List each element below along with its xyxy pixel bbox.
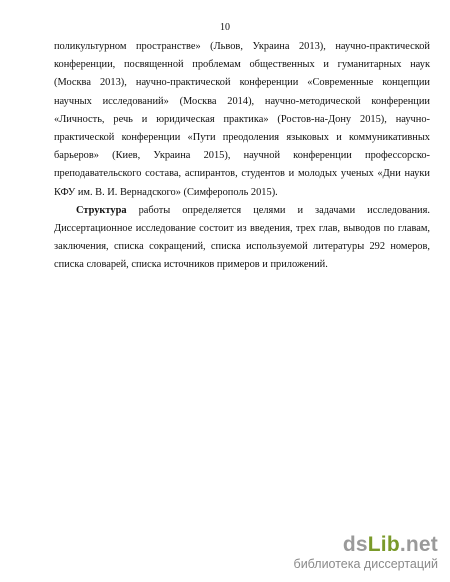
structure-paragraph-first-line — [54, 202, 430, 220]
watermark-caption: библиотека диссертаций — [293, 557, 438, 571]
text-line: «Личность, речь и юридическая практика» (Ростов-на-Дону 2015), научно- — [54, 113, 430, 125]
body-text — [54, 38, 430, 274]
page-number: 10 — [220, 22, 230, 33]
text-line: преподавательского состава, аспирантов, студентов и молодых ученых «Дни науки — [54, 168, 430, 180]
text-line: научных исследований» (Москва 2014), научно-методической конференции — [54, 95, 430, 107]
text-line: барьеров» (Киев, Украина 2015), научной конференции профессорско- — [54, 150, 430, 162]
dslib-watermark — [294, 534, 438, 572]
text-line: списка словарей, списка источников примеров и приложений. — [54, 259, 328, 271]
structure-heading: Структура — [76, 204, 127, 216]
dslib-logo: dsLib.net — [342, 533, 438, 556]
text-line: КФУ им. В. И. Вернадского» (Симферополь 2015). — [54, 186, 278, 198]
text-line: практической конференции «Пути преодоления языковых и коммуникативных — [54, 131, 430, 143]
text-line: конференции, посвященной проблемам общественных и гуманитарных наук — [54, 59, 430, 71]
text-line: заключения, списка сокращений, списка используемой литературы 292 номеров, — [54, 241, 430, 253]
text-line: (Москва 2013), научно-практической конференции «Современные концепции — [54, 77, 430, 89]
structure-first-line-text: работы определяется целями и задачами исследования. — [138, 204, 430, 216]
text-line: поликультурном пространстве» (Львов, Украина 2013), научно-практической — [54, 41, 430, 52]
text-line: Диссертационное исследование состоит из введения, трех глав, выводов по главам, — [54, 222, 430, 234]
